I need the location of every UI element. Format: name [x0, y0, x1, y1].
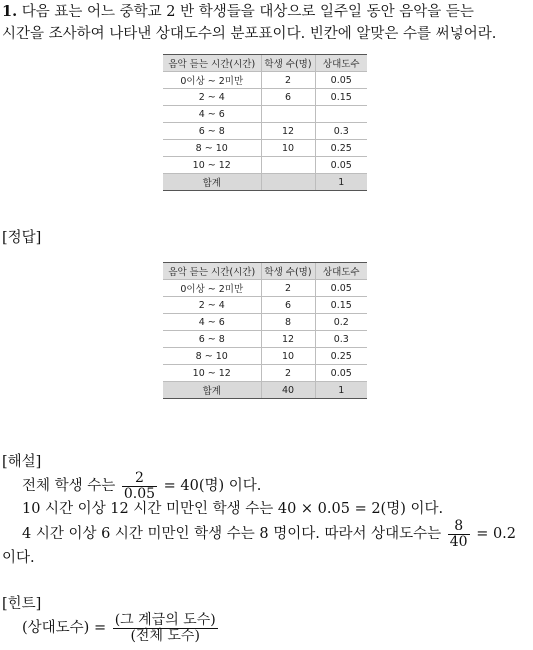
table-cell: 40 — [261, 382, 315, 399]
table-cell: 2 ~ 4 — [163, 89, 261, 106]
table-cell: 0.05 — [315, 280, 367, 297]
table-cell: 2 — [261, 280, 315, 297]
table-cell: 음악 듣는 시간(시간) — [163, 55, 261, 72]
table-row — [163, 72, 367, 89]
table-cell: 12 — [261, 123, 315, 140]
table-cell: 0.05 — [315, 72, 367, 89]
table-cell: 6 ~ 8 — [163, 123, 261, 140]
explanation-line-2: 10 시간 이상 12 시간 미만인 학생 수는 40 × 0.05 = 2(명) 이다. — [22, 501, 444, 517]
table-total-row — [163, 382, 367, 399]
fraction-denominator: 40 — [449, 533, 468, 550]
table-cell: 2 — [261, 72, 315, 89]
table-cell: 10 — [261, 140, 315, 157]
table-cell: 4 ~ 6 — [163, 106, 261, 123]
table-cell: 학생 수(명) — [261, 55, 315, 72]
table-cell: 0.25 — [315, 348, 367, 365]
table-cell: 12 — [261, 331, 315, 348]
table-cell: 합계 — [163, 382, 261, 399]
table-cell: 0이상 ~ 2미만 — [163, 72, 261, 89]
table-cell — [315, 106, 367, 123]
table-header-row — [163, 55, 367, 72]
table-cell: 8 ~ 10 — [163, 348, 261, 365]
table-cell: 2 — [261, 365, 315, 382]
table-cell: 0.3 — [315, 331, 367, 348]
table-cell: 0.05 — [315, 365, 367, 382]
answer-label: [정답] — [2, 230, 42, 246]
question-text-2: 시간을 조사하여 나타낸 상대도수의 분포표이다. 빈칸에 알맞은 수를 써넣어라. — [2, 26, 497, 42]
table-cell: 10 ~ 12 — [163, 157, 261, 174]
table-cell: 8 ~ 10 — [163, 140, 261, 157]
table-cell: 상대도수 — [315, 263, 367, 280]
table-cell: 4 ~ 6 — [163, 314, 261, 331]
question-text-1: 다음 표는 어느 중학교 2 반 학생들을 대상으로 일주일 동안 음악을 듣는 — [21, 4, 474, 20]
table-row — [163, 140, 367, 157]
table-cell: 1 — [315, 382, 367, 399]
table-header-row — [163, 263, 367, 280]
hint-formula — [22, 610, 220, 646]
question-line-1 — [2, 2, 474, 22]
fraction-numerator: 2 — [135, 469, 144, 486]
table-cell — [261, 157, 315, 174]
table-cell: 6 ~ 8 — [163, 331, 261, 348]
table-cell — [261, 106, 315, 123]
table-cell: 0.3 — [315, 123, 367, 140]
hint-label: [힌트] — [2, 596, 42, 612]
explanation-l3-pre: 4 시간 이상 6 시간 미만인 학생 수는 8 명이다. 따라서 상대도수는 — [22, 526, 442, 542]
explanation-l3-post: = 0.2 — [476, 526, 517, 542]
fraction-denominator: 0.05 — [123, 485, 156, 502]
question-table — [163, 54, 367, 191]
table-row — [163, 280, 367, 297]
table-cell: 6 — [261, 297, 315, 314]
hint-fraction — [113, 613, 218, 644]
table-cell: 1 — [315, 174, 367, 191]
table-row — [163, 106, 367, 123]
table-cell: 상대도수 — [315, 55, 367, 72]
explanation-l1-pre: 전체 학생 수는 — [22, 478, 116, 494]
table-row — [163, 297, 367, 314]
answer-table — [163, 262, 367, 399]
table-total-row — [163, 174, 367, 191]
fraction-numerator: 8 — [454, 517, 464, 534]
table-cell: 학생 수(명) — [261, 263, 315, 280]
table-row — [163, 365, 367, 382]
table-cell: 0.05 — [315, 157, 367, 174]
explanation-label: [해설] — [2, 454, 42, 470]
explanation-line-1 — [22, 470, 261, 502]
table-row — [163, 348, 367, 365]
hint-lhs: (상대도수) = — [22, 620, 107, 636]
explanation-line-3 — [22, 518, 516, 550]
fraction-denominator: (전체 도수) — [113, 628, 218, 644]
table-row — [163, 314, 367, 331]
fraction-relative-frequency — [448, 519, 470, 550]
table-row — [163, 157, 367, 174]
explanation-l1-post: = 40(명) 이다. — [163, 478, 262, 494]
table-cell: 0이상 ~ 2미만 — [163, 280, 261, 297]
table-cell: 0.15 — [315, 89, 367, 106]
table-cell: 0.15 — [315, 297, 367, 314]
table-row — [163, 89, 367, 106]
table-cell — [261, 174, 315, 191]
table-cell: 8 — [261, 314, 315, 331]
table-cell: 음악 듣는 시간(시간) — [163, 263, 261, 280]
table-cell: 2 ~ 4 — [163, 297, 261, 314]
fraction-numerator: (그 계급의 도수) — [114, 611, 216, 628]
table-row — [163, 331, 367, 348]
table-cell: 10 ~ 12 — [163, 365, 261, 382]
table-cell: 0.25 — [315, 140, 367, 157]
explanation-line-4: 이다. — [2, 550, 35, 566]
table-cell: 0.2 — [315, 314, 367, 331]
question-number: 1. — [2, 3, 18, 20]
table-cell: 합계 — [163, 174, 261, 191]
table-row — [163, 123, 367, 140]
fraction-total-students — [122, 471, 157, 502]
table-cell: 6 — [261, 89, 315, 106]
table-cell: 10 — [261, 348, 315, 365]
